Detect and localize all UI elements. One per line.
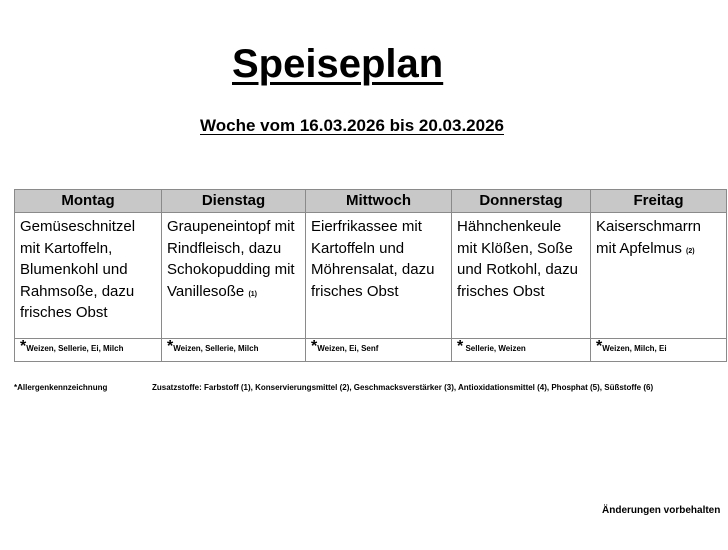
dish-tuesday xyxy=(162,213,306,339)
allergens-monday xyxy=(15,339,162,362)
dish-wednesday xyxy=(306,213,452,339)
column-header-monday: Montag xyxy=(15,190,162,213)
allergens-wednesday xyxy=(306,339,452,362)
dish-text: Kaiserschmarrn mit Apfelmus xyxy=(596,218,702,257)
asterisk-icon: * xyxy=(457,338,464,355)
dish-monday xyxy=(15,213,162,339)
allergens-thursday xyxy=(452,339,591,362)
allergens-friday xyxy=(591,339,727,362)
column-header-thursday: Donnerstag xyxy=(452,190,591,213)
table-header-row xyxy=(15,190,727,213)
week-range: Woche vom 16.03.2026 bis 20.03.2026 xyxy=(200,116,504,135)
page-title: Speiseplan xyxy=(232,42,444,86)
column-header-friday: Freitag xyxy=(591,190,727,213)
asterisk-icon: * xyxy=(20,338,27,355)
dish-row xyxy=(15,213,727,339)
dish-friday xyxy=(591,213,727,339)
dish-text: Eierfrikassee mit Kartoffeln und Möhrensalat, dazu frisches Obst xyxy=(311,218,435,300)
allergens-tuesday xyxy=(162,339,306,362)
asterisk-icon: * xyxy=(596,338,603,355)
column-header-tuesday: Dienstag xyxy=(162,190,306,213)
dish-text: Hähnchenkeule mit Klößen, Soße und Rotkohl, dazu frisches Obst xyxy=(457,218,578,300)
asterisk-icon: * xyxy=(167,338,174,355)
dish-text: Gemüseschnitzel mit Kartoffeln, Blumenkohl und Rahmsoße, dazu frisches Obst xyxy=(20,218,136,321)
additives-legend: Zusatzstoffe: Farbstoff (1), Konservierungsmittel (2), Geschmacksverstärker (3), Antioxidationsmittel (4), Phosphat (5), Süßstoffe (6) xyxy=(152,383,654,392)
allergen-text: Sellerie, Weizen xyxy=(465,344,526,353)
allergen-text: Weizen, Sellerie, Milch xyxy=(173,344,259,353)
allergen-text: Weizen, Ei, Senf xyxy=(317,344,379,353)
additive-note: (2) xyxy=(686,247,695,255)
asterisk-icon: * xyxy=(311,338,318,355)
allergen-text: Weizen, Sellerie, Ei, Milch xyxy=(26,344,124,353)
dish-text: Graupeneintopf mit Rindfleisch, dazu Schokopudding mit Vanillesoße xyxy=(167,218,295,300)
menu-table xyxy=(14,189,727,362)
allergen-text: Weizen, Milch, Ei xyxy=(602,344,667,353)
column-header-wednesday: Mittwoch xyxy=(306,190,452,213)
allergen-row xyxy=(15,339,727,362)
dish-thursday xyxy=(452,213,591,339)
changes-reserved-note: Änderungen vorbehalten xyxy=(602,505,721,516)
additive-note: (1) xyxy=(248,290,257,298)
allergen-legend: *Allergenkennzeichnung xyxy=(14,383,108,392)
